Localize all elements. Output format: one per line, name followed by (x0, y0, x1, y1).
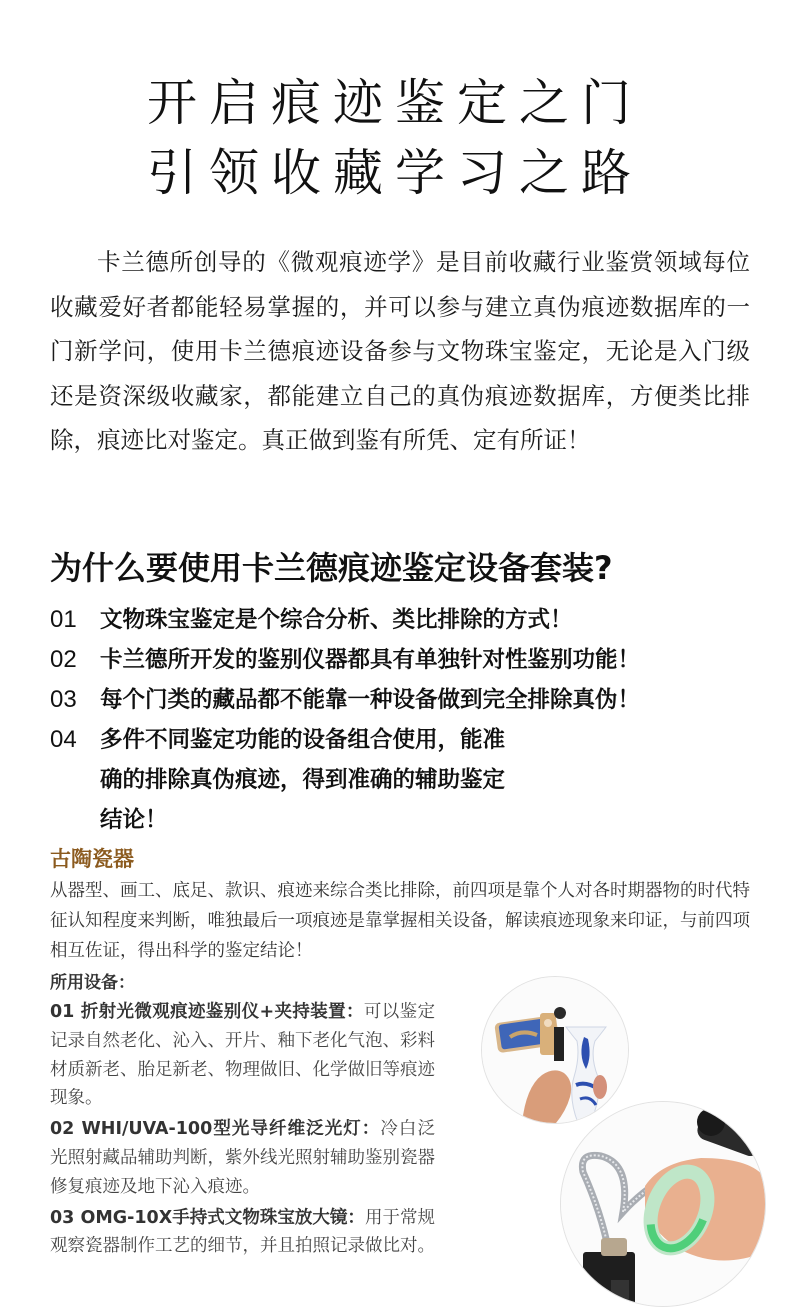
intro-section (50, 240, 750, 463)
vase-photo-illustration (482, 977, 628, 1123)
equipment-desc: 用于常规观察瓷器制作工艺的细节，并且拍照记录做比对。 (50, 1207, 435, 1257)
equipment-item (50, 1115, 435, 1201)
intro-paragraph: 卡兰德所创导的《微观痕迹学》是目前收藏行业鉴赏领域每位收藏爱好者都能轻易掌握的，并可以参与建立真伪痕迹数据库的一门新学问，使用卡兰德痕迹设备参与文物珠宝鉴定，无论是入门级还是资深级收藏家，都能建立自己的真伪痕迹数据库，方便类比排除，痕迹比对鉴定。真正做到鉴有所凭、定有所证！ (50, 248, 750, 454)
equipment-item (50, 1204, 435, 1262)
equipment-item (50, 998, 435, 1113)
ceramics-description: 从器型、画工、底足、款识、痕迹来综合类比排除，前四项是靠个人对各时期器物的时代特征认知程度来判断，唯独最后一项痕迹是靠掌握相关设备，解读痕迹现象来印证，与前四项相互佐证，得出科学的鉴定结论！ (50, 881, 750, 961)
equipment-desc: 可以鉴定记录自然老化、沁入、开片、釉下老化气泡、彩料材质新老、胎足新老、物理做旧、化学做旧等痕迹现象。 (50, 1002, 435, 1109)
reason-number: 03 (50, 686, 77, 713)
ceramics-heading: 古陶瓷器 (50, 847, 134, 871)
bangle-photo-illustration (561, 1102, 765, 1306)
photo-fiber-light-bangle (560, 1101, 766, 1307)
reason-item (50, 600, 770, 640)
equipment-desc: 冷白泛光照射藏品辅助判断，紫外线光照射辅助鉴别瓷器修复痕迹及地下沁入痕迹。 (50, 1119, 435, 1197)
photo-microscope-vase (481, 976, 629, 1124)
hero-title-line-1: 开启痕迹鉴定之门 (147, 74, 643, 132)
reason-item (50, 720, 770, 840)
reason-text: 文物珠宝鉴定是个综合分析、类比排除的方式！ (100, 607, 573, 633)
reason-item (50, 640, 770, 680)
reason-text: 卡兰德所开发的鉴别仪器都具有单独针对性鉴别功能！ (100, 647, 641, 673)
reason-number: 01 (50, 606, 77, 633)
equipment-list (50, 998, 435, 1263)
hero-title (0, 68, 790, 208)
equipment-name: 01 折射光微观痕迹鉴别仪+夹持装置： (50, 1002, 364, 1022)
reasons-list (50, 600, 770, 840)
reason-text: 每个门类的藏品都不能靠一种设备做到完全排除真伪！ (100, 687, 641, 713)
reason-number: 02 (50, 646, 77, 673)
reason-item (50, 680, 770, 720)
equipment-name: 03 OMG-10X手持式文物珠宝放大镜： (50, 1207, 365, 1228)
reason-text: 多件不同鉴定功能的设备组合使用，能准确的排除真伪痕迹，得到准确的辅助鉴定结论！ (100, 727, 506, 833)
hero-title-line-2: 引领收藏学习之路 (147, 144, 643, 202)
equipment-name: 02 WHI/UVA-100型光导纤维泛光灯： (50, 1119, 381, 1140)
reason-number: 04 (50, 726, 77, 753)
why-heading: 为什么要使用卡兰德痕迹鉴定设备套装? (50, 549, 613, 587)
equipment-label: 所用设备： (50, 973, 135, 993)
